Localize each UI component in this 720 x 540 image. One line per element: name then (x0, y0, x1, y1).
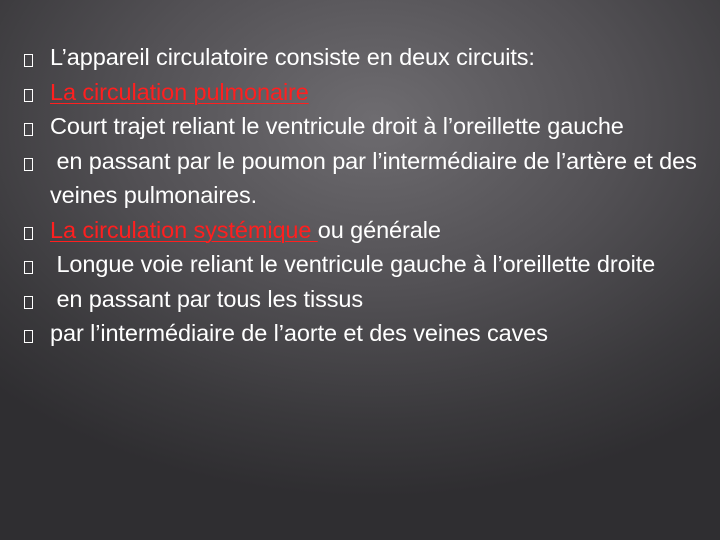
square-bullet-icon (22, 109, 50, 143)
bullet-text (50, 109, 702, 144)
square-bullet-icon (22, 213, 50, 247)
text-segment: Longue voie reliant le ventricule gauche à l’oreillette droite (50, 251, 656, 277)
text-segment: L’appareil circulatoire consiste en deux circuits: (50, 44, 535, 70)
text-segment: ou générale (317, 216, 441, 243)
square-bullet-icon (22, 40, 50, 74)
square-bullet-icon (22, 247, 50, 281)
bullet-text (50, 247, 702, 282)
bullet-text (50, 144, 702, 213)
bullet-list (22, 40, 702, 351)
bullet-text (50, 316, 702, 351)
bullet-item (22, 316, 702, 351)
bullet-item (22, 109, 702, 144)
highlighted-term: La circulation pulmonaire (50, 78, 309, 105)
text-segment: Court trajet reliant le ventricule droit à l’oreillette gauche (50, 113, 624, 139)
square-bullet-icon (22, 282, 50, 316)
bullet-item (22, 40, 702, 75)
bullet-item (22, 144, 702, 213)
square-bullet-icon (22, 316, 50, 350)
bullet-text (50, 40, 702, 75)
text-segment: en passant par le poumon par l’intermédiaire de l’artère et des veines pulmonaires. (50, 147, 704, 208)
bullet-text (50, 282, 702, 317)
bullet-item (22, 213, 702, 248)
bullet-item (22, 75, 702, 110)
text-segment: par l’intermédiaire de l’aorte et des veines caves (50, 320, 548, 346)
square-bullet-icon (22, 144, 50, 178)
bullet-item (22, 247, 702, 282)
text-segment: en passant par tous les tissus (50, 285, 364, 312)
bullet-text (50, 213, 702, 248)
square-bullet-icon (22, 75, 50, 109)
highlighted-term: La circulation systémique (50, 216, 318, 243)
bullet-text (50, 75, 702, 110)
bullet-item (22, 282, 702, 317)
